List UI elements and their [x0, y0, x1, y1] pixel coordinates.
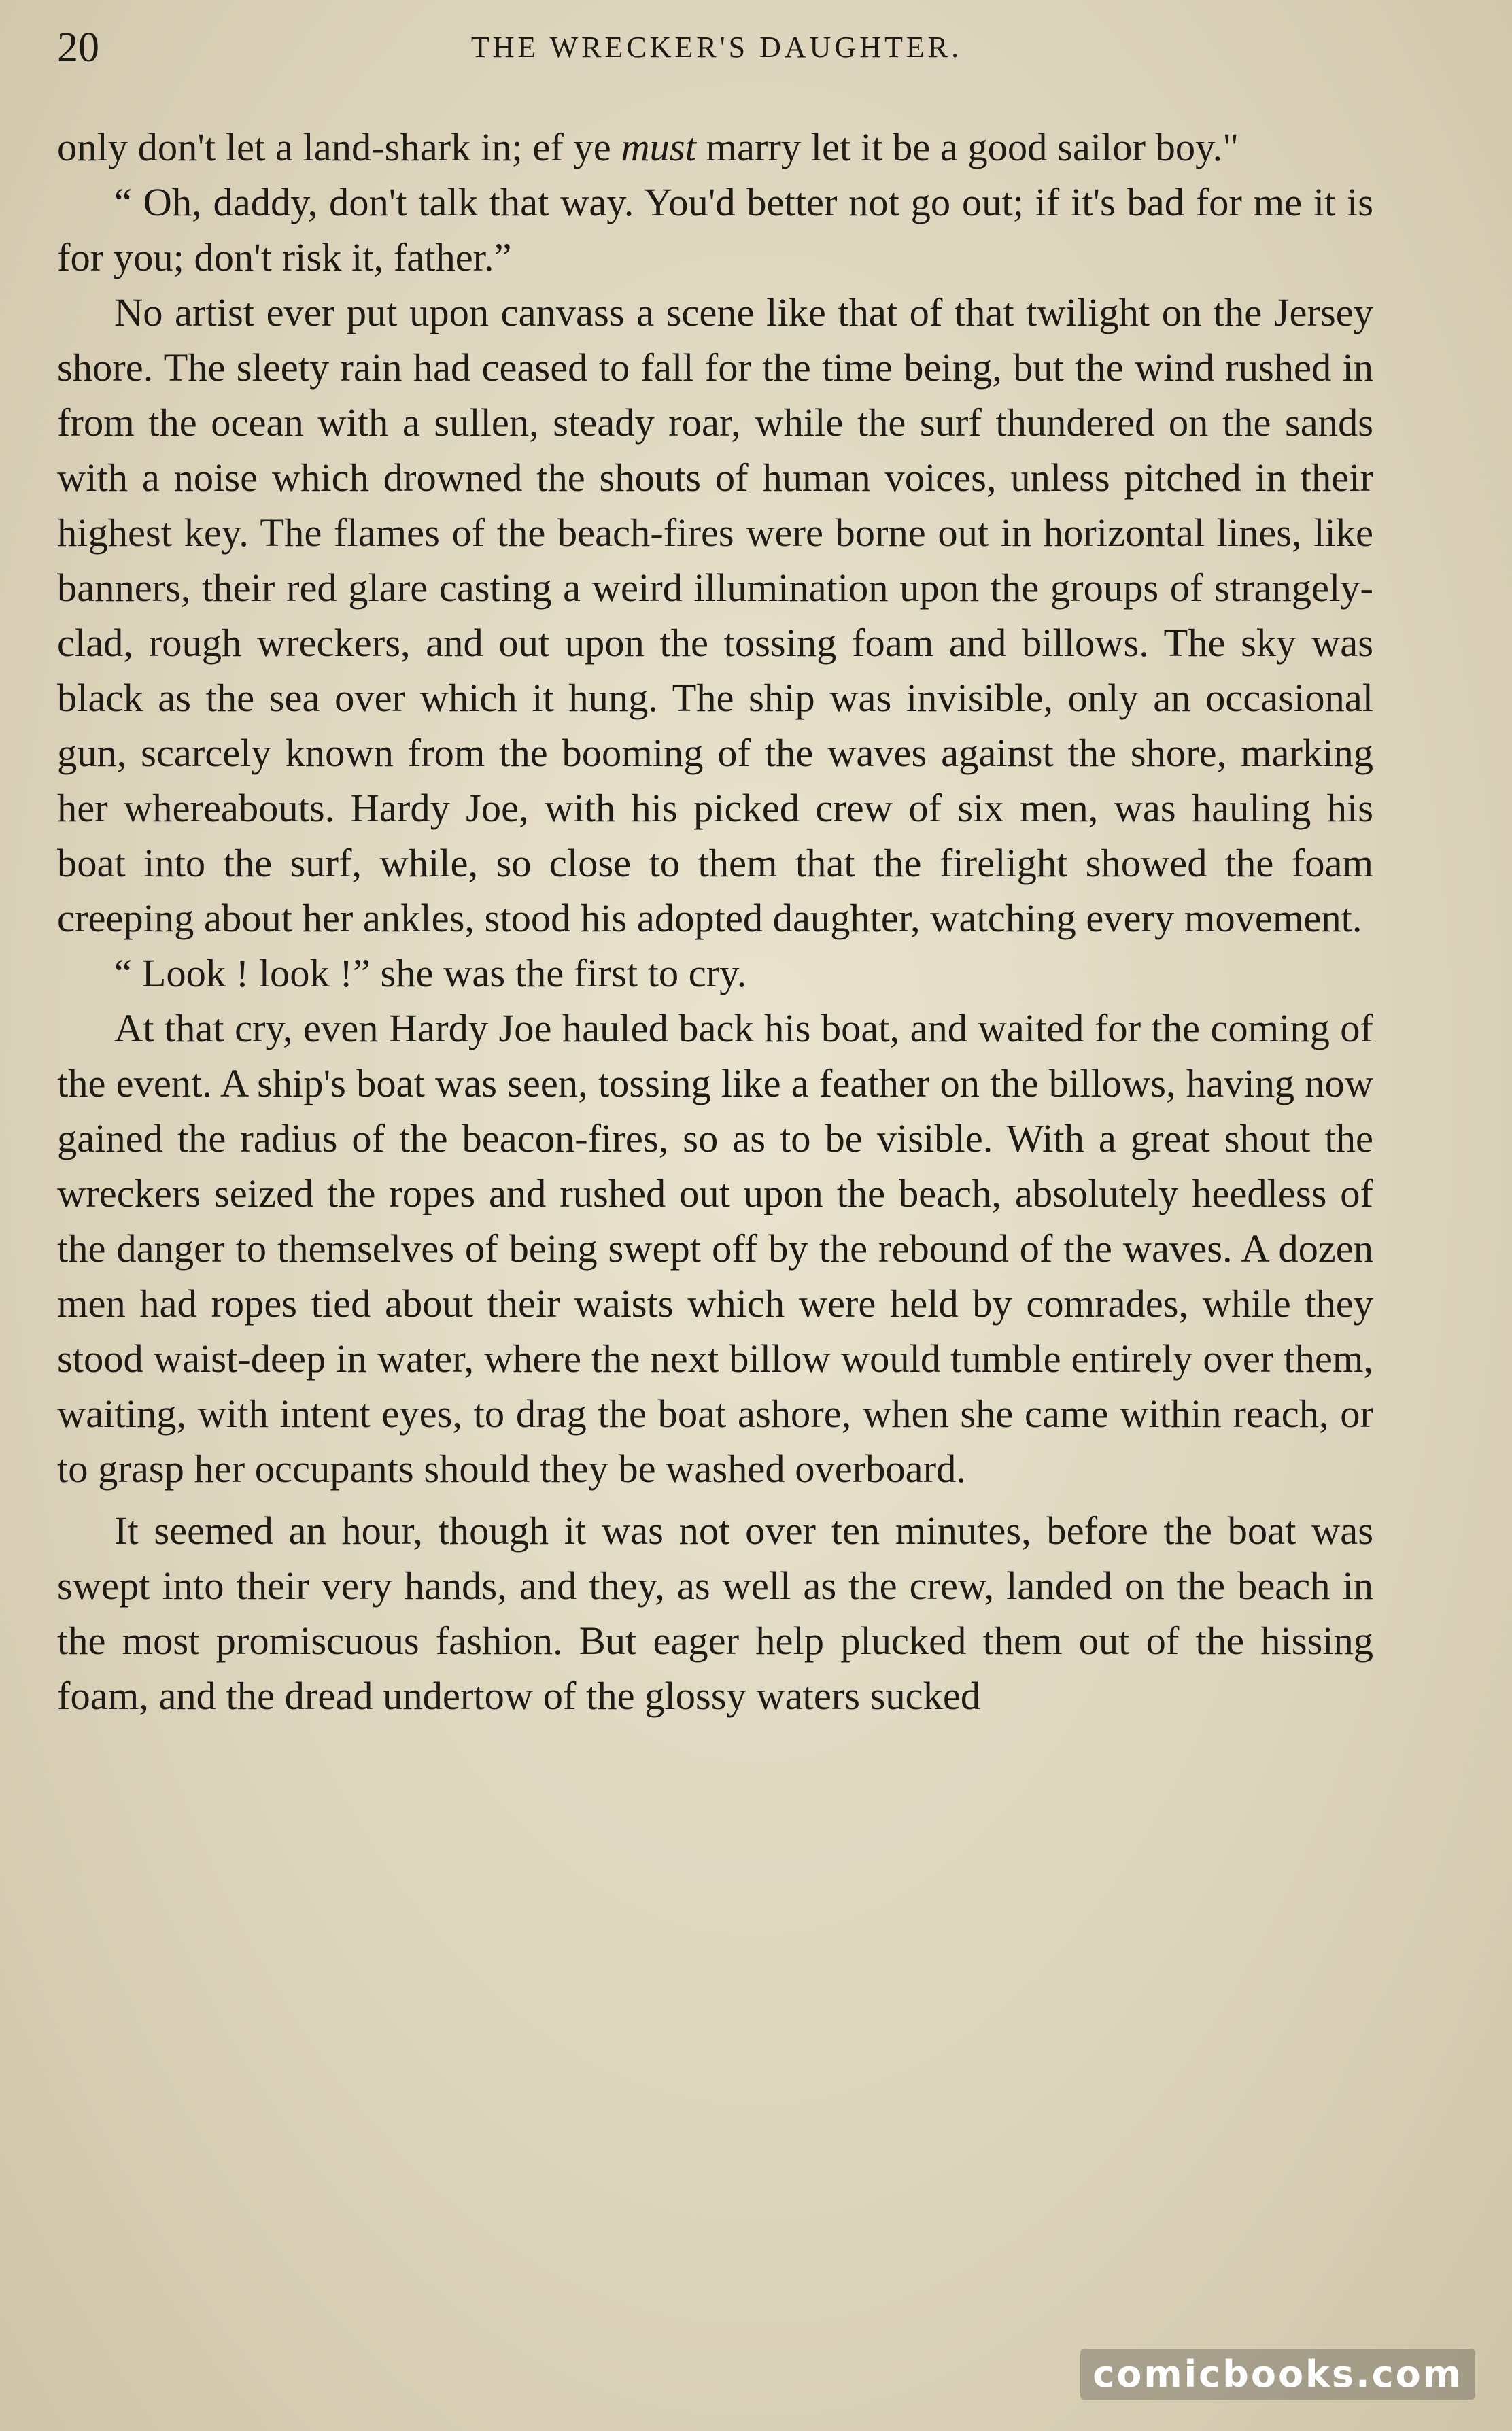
paragraph-text: marry let it be a good sailor boy."	[695, 125, 1239, 169]
body-text	[57, 120, 1373, 1723]
paragraph: No artist ever put upon canvass a scene like that of that twilight on the Jersey shore. The sleety rain had ceased to fall for the time being, but the wind rushed in from the ocean with a sullen, steady roar, while the surf thundered on the sands with a noise which drowned the shouts of human voices, unless pitched in their highest key. The flames of the beach-fires were borne out in horizontal lines, like banners, their red glare casting a weird illumination upon the groups of strangely-clad, rough wreckers, and out upon the tossing foam and billows. The sky was black as the sea over which it hung. The ship was invisible, only an occasional gun, scarcely known from the booming of the waves against the shore, marking her whereabouts. Hardy Joe, with his picked crew of six men, was hauling his boat into the surf, while, so close to them that the firelight showed the foam creeping about her ankles, stood his adopted daughter, watching every movement.	[57, 290, 1373, 940]
paragraph: At that cry, even Hardy Joe hauled back his boat, and waited for the coming of the event. A ship's boat was seen, tossing like a feather on the billows, having now gained the radius of the beacon-fires, so as to be visible. With a great shout the wreckers seized the ropes and rushed out upon the beach, absolutely heedless of the danger to themselves of being swept off by the rebound of the waves. A dozen men had ropes tied about their waists which were held by comrades, while they stood waist-deep in water, where the next billow would tumble entirely over them, waiting, with intent eyes, to drag the boat ashore, when she came within reach, or to grasp her occupants should they be washed overboard.	[57, 1006, 1373, 1491]
paragraph: “ Look ! look !” she was the first to cry.	[114, 951, 747, 995]
emphasized-word: must	[621, 125, 696, 169]
page-header	[57, 15, 1376, 80]
paragraph	[57, 120, 1373, 175]
page-number: 20	[57, 24, 99, 71]
paragraph: “ Oh, daddy, don't talk that way. You'd better not go out; if it's bad for me it is for you; don't risk it, father.”	[57, 180, 1373, 279]
watermark: comicbooks.com	[1080, 2349, 1475, 2400]
paragraph-text: only don't let a land-shark in; ef ye	[57, 125, 621, 169]
running-head: THE WRECKER'S DAUGHTER.	[470, 31, 963, 64]
paragraph: It seemed an hour, though it was not over ten minutes, before the boat was swept into their very hands, and they, as well as the crew, landed on the beach in the most promiscuous fashion. But eager help plucked them out of the hissing foam, and the dread undertow of the glossy waters sucked	[57, 1508, 1373, 1718]
